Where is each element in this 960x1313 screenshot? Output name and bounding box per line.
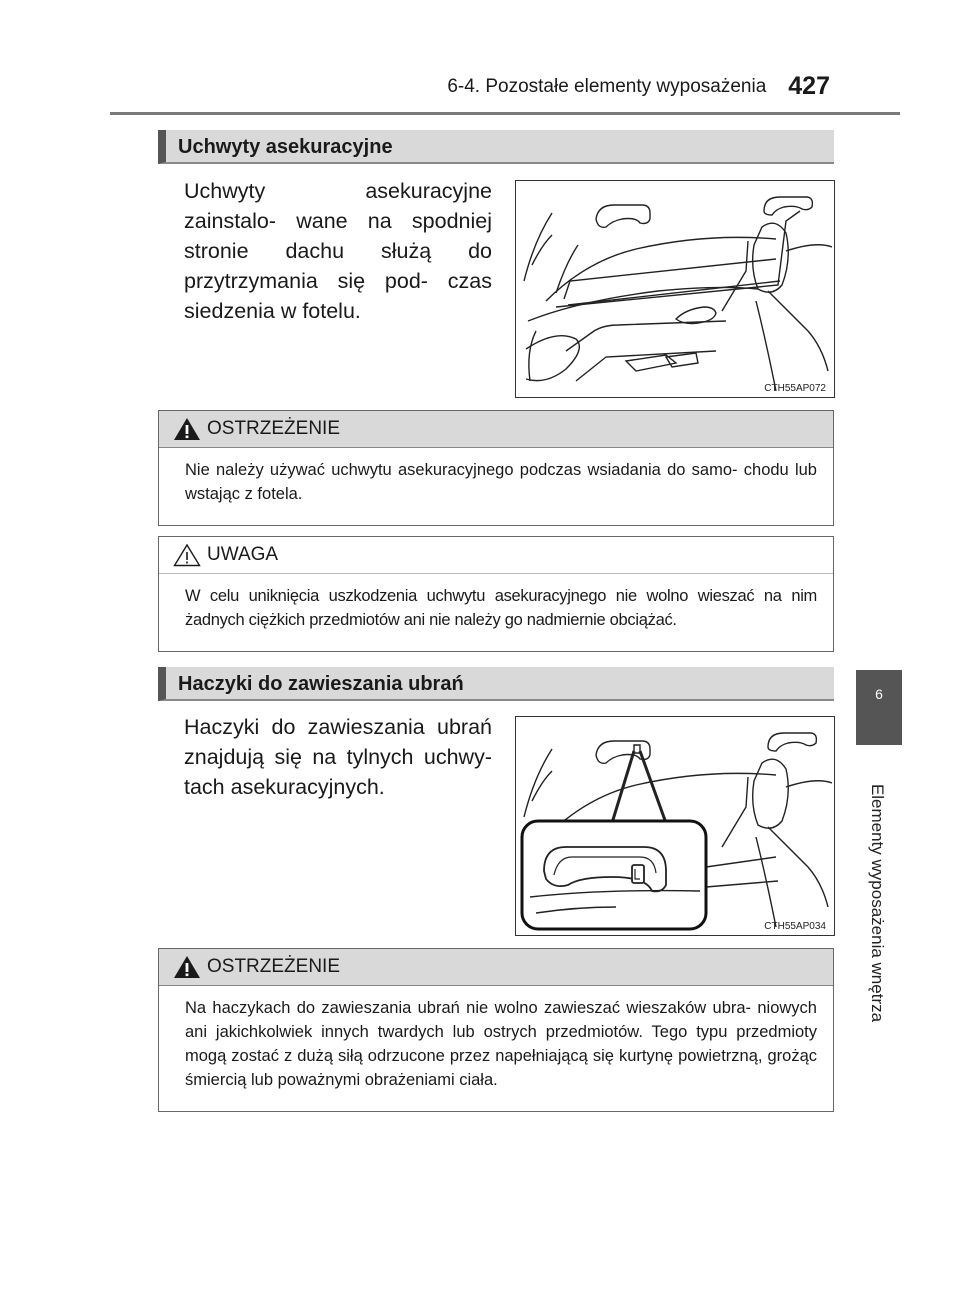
chapter-title: Elementy wyposażenia wnętrza xyxy=(868,783,887,1023)
warning-triangle-icon xyxy=(173,417,201,441)
warning-header xyxy=(159,411,833,448)
header-rule xyxy=(110,112,900,115)
warning-label: OSTRZEŻENIE xyxy=(207,956,341,977)
header-section-title: 6-4. Pozostałe elementy wyposażenia xyxy=(447,76,767,97)
page-number: 427 xyxy=(788,72,830,100)
warning-label: OSTRZEŻENIE xyxy=(207,418,341,439)
notice-text: W celu uniknięcia uszkodzenia uchwytu asekuracyjnego nie wolno wieszać na nim żadnych ciężkich przedmiotów ani nie należy go nadmiernie obciążać. xyxy=(185,587,817,629)
figure-code: CTH55AP034 xyxy=(764,921,826,932)
figure-code: CTH55AP072 xyxy=(764,383,826,394)
section-text-clothes-hooks: Haczyki do zawieszania ubrań znajdują się na tylnych uchwy- tach asekuracyjnych. xyxy=(184,715,492,799)
notice-label: UWAGA xyxy=(207,544,279,565)
warning-text: Na haczykach do zawieszania ubrań nie wolno zawieszać wieszaków ubra- niowych ani jakichkolwiek innych twardych lub ostrych przedmiotów. Tego typu przedmioty mogą zostać z dużą siłą odrzucone przez napełniającą się kurtynę powietrzną, grożąc śmiercią lub poważnymi obrażeniami ciała. xyxy=(185,999,817,1089)
warning-triangle-icon xyxy=(173,955,201,979)
chapter-title-vertical xyxy=(862,758,892,1058)
section-text-grab-handles: Uchwyty asekuracyjne zainstalo- wane na spodniej stronie dachu służą do przytrzymania się pod- czas siedzenia w fotelu. xyxy=(184,179,492,323)
clothes-hook-illustration xyxy=(516,717,834,935)
warning-text: Nie należy używać uchwytu asekuracyjnego podczas wsiadania do samo- chodu lub wstając z fotela. xyxy=(185,461,817,503)
chapter-tab: 6 xyxy=(856,670,902,745)
section-heading-clothes-hooks: Haczyki do zawieszania ubrań xyxy=(158,667,834,701)
caution-triangle-icon xyxy=(173,543,201,567)
figure-clothes-hooks xyxy=(515,716,835,936)
warning-header xyxy=(159,949,833,986)
warning-box-1 xyxy=(158,410,834,526)
grab-handle-illustration xyxy=(516,181,834,397)
notice-header xyxy=(159,537,833,574)
figure-grab-handles xyxy=(515,180,835,398)
running-header xyxy=(0,70,830,99)
notice-box xyxy=(158,536,834,652)
warning-box-2 xyxy=(158,948,834,1112)
section-heading-grab-handles: Uchwyty asekuracyjne xyxy=(158,130,834,164)
